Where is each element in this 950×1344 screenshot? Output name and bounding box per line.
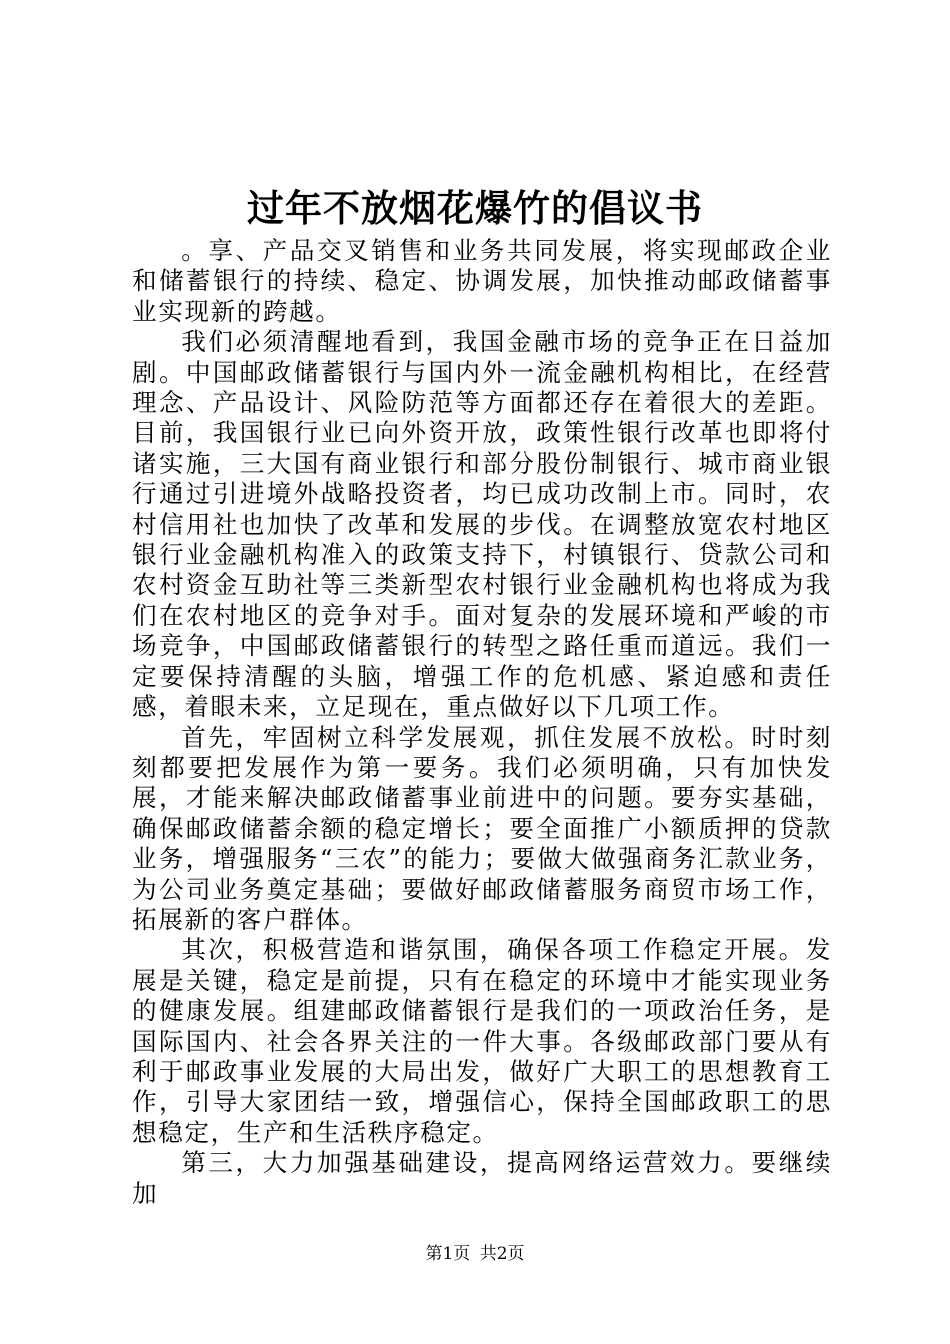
paragraph-4: 其次，积极营造和谐氛围，确保各项工作稳定开展。发展是关键，稳定是前提，只有在稳定的环境中才能实现业务的健康发展。组建邮政储蓄银行是我们的一项政治任务，是国际国内、社会各界关注的一件大事。各级邮政部门要从有利于邮政事业发展的大局出发，做好广大职工的思想教育工作，引导大家团结一致，增强信心，保持全国邮政职工的思想稳定，生产和生活秩序稳定。 <box>132 935 832 1147</box>
page-footer <box>0 1243 950 1265</box>
document-body <box>132 236 832 1209</box>
document-title: 过年不放烟花爆竹的倡议书 <box>247 186 703 230</box>
page-total: 共2页 <box>479 1244 525 1264</box>
page-number: 第1页 <box>425 1244 471 1264</box>
paragraph-5: 第三，大力加强基础建设，提高网络运营效力。要继续加 <box>132 1148 832 1208</box>
paragraph-2: 我们必须清醒地看到，我国金融市场的竞争正在日益加剧。中国邮政储蓄银行与国内外一流金融机构相比，在经营理念、产品设计、风险防范等方面都还存在着很大的差距。目前，我国银行业已向外资开放，政策性银行改革也即将付诸实施，三大国有商业银行和部分股份制银行、城市商业银行通过引进境外战略投资者，均已成功改制上市。同时，农村信用社也加快了改革和发展的步伐。在调整放宽农村地区银行业金融机构准入的政策支持下，村镇银行、贷款公司和农村资金互助社等三类新型农村银行业金融机构也将成为我们在农村地区的竞争对手。面对复杂的发展环境和严峻的市场竞争，中国邮政储蓄银行的转型之路任重而道远。我们一定要保持清醒的头脑，增强工作的危机感、紧迫感和责任感，着眼未来，立足现在，重点做好以下几项工作。 <box>132 327 832 722</box>
paragraph-3: 首先，牢固树立科学发展观，抓住发展不放松。时时刻刻都要把发展作为第一要务。我们必须明确，只有加快发展，才能来解决邮政储蓄事业前进中的问题。要夯实基础，确保邮政储蓄余额的稳定增长；要全面推广小额质押的贷款业务，增强服务“三农”的能力；要做大做强商务汇款业务，为公司业务奠定基础；要做好邮政储蓄服务商贸市场工作，拓展新的客户群体。 <box>132 722 832 934</box>
paragraph-1: 。享、产品交叉销售和业务共同发展，将实现邮政企业和储蓄银行的持续、稳定、协调发展，加快推动邮政储蓄事业实现新的跨越。 <box>132 236 832 326</box>
